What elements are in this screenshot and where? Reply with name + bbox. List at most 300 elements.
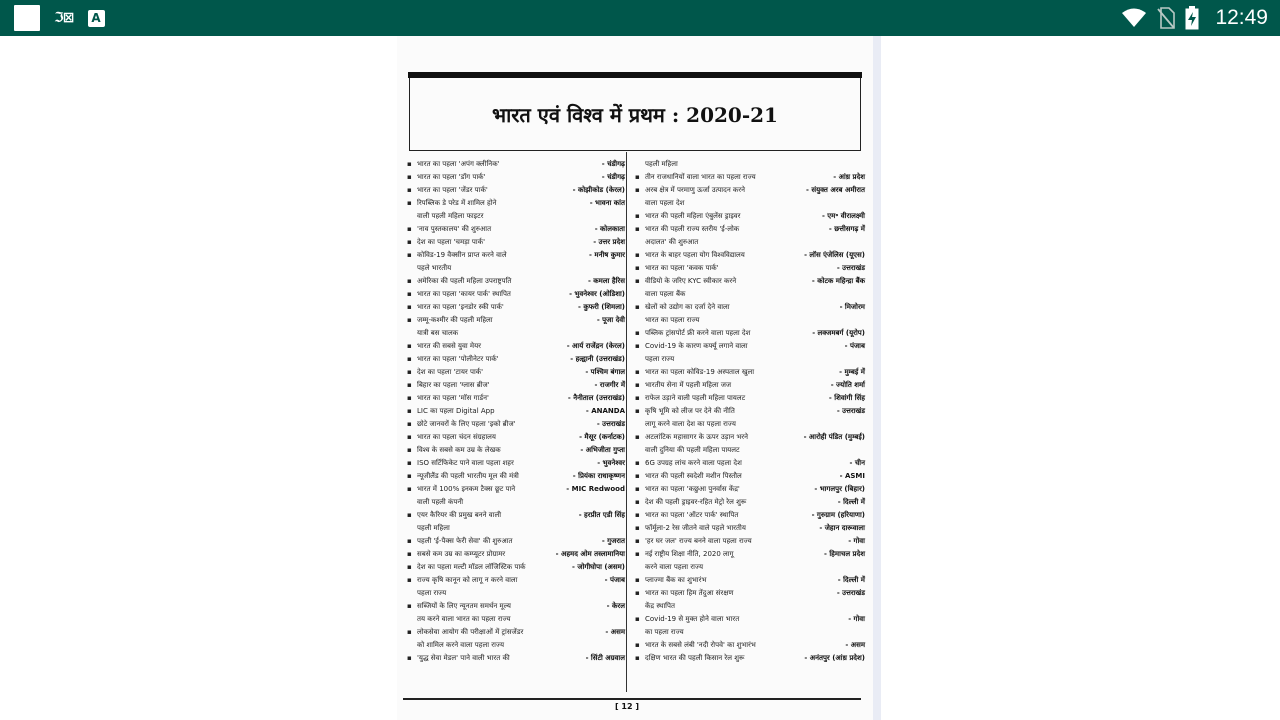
bullet: ▪ <box>407 472 412 480</box>
fact-question: पब्लिक ट्रांसपोर्ट फ्री करने वाला पहला देश <box>645 329 751 337</box>
list-item <box>635 262 865 275</box>
bullet: ▪ <box>407 199 412 207</box>
fact-question: लोकसेवा आयोग की परीक्षाओं में ट्रांसजेंडर <box>417 628 524 636</box>
fact-question: नई राष्ट्रीय शिक्षा नीति, 2020 लागू <box>645 550 734 558</box>
list-item <box>635 314 865 327</box>
bullet: ▪ <box>407 654 412 662</box>
bullet: ▪ <box>635 264 640 272</box>
status-time: 12:49 <box>1215 6 1268 29</box>
bullet: ▪ <box>635 511 640 519</box>
fact-question: यात्री बस चालक <box>417 329 459 337</box>
fact-question: वाली पहली कंपनी <box>417 498 464 506</box>
fact-question: भारत का पहला कोविड-19 अस्पताल खुला <box>645 368 755 376</box>
fact-question: वाला पहला देश <box>645 199 685 207</box>
bullet: ▪ <box>407 355 412 363</box>
fact-question: कृषि भूमि को लीज पर देने की नीति <box>645 407 735 415</box>
list-item <box>635 561 865 574</box>
list-item <box>407 210 625 223</box>
bullet: ▪ <box>407 303 412 311</box>
bullet: ▪ <box>407 316 412 324</box>
bullet: ▪ <box>407 251 412 259</box>
bullet <box>407 639 417 652</box>
fact-question: भारत का पहला राज्य <box>645 316 700 324</box>
fact-answer: - लॉस एंजेलिस (यूएस) <box>804 251 865 259</box>
status-right-icons <box>1121 0 1268 36</box>
status-left-icons <box>14 6 105 30</box>
list-item <box>407 457 625 470</box>
list-item <box>407 652 625 665</box>
bullet <box>407 613 417 626</box>
fact-answer: - कुफरी (शिमला) <box>578 303 625 311</box>
list-item <box>407 353 625 366</box>
bullet <box>635 600 645 613</box>
bullet: ▪ <box>635 251 640 259</box>
bullet <box>407 587 417 600</box>
bullet: ▪ <box>635 277 640 285</box>
list-item <box>407 483 625 496</box>
fact-question: भारत का पहला 'डॉग पार्क' <box>417 173 486 181</box>
fact-answer: - नैनीताल (उत्तराखंड) <box>567 394 625 402</box>
bullet: ▪ <box>635 641 640 649</box>
fact-answer: - संयुक्त अरब अमीरात <box>806 186 865 194</box>
bullet: ▪ <box>635 472 640 480</box>
bullet: ▪ <box>407 576 412 584</box>
fact-answer: - MIC Redwood <box>566 485 625 493</box>
right-column <box>635 158 865 665</box>
list-item <box>407 327 625 340</box>
fact-question: देश का पहला मल्टी मॉडल लॉजिस्टिक पार्क <box>417 563 526 571</box>
list-item <box>635 613 865 626</box>
list-item <box>635 392 865 405</box>
fact-answer: - भागलपुर (बिहार) <box>814 485 865 493</box>
fact-answer: - हिमाचल प्रदेश <box>824 550 865 558</box>
list-item <box>635 158 865 171</box>
status-bar <box>0 0 1280 36</box>
fact-question: भारत की पहली राज्य स्तरीय 'ई-लोक <box>645 225 740 233</box>
fact-answer: - भुवनेश्वर (ओडिशा) <box>569 290 625 298</box>
list-item <box>635 496 865 509</box>
list-item <box>635 184 865 197</box>
fact-question: भारत का पहला 'अपंग क्लीनिक' <box>417 160 500 168</box>
fact-answer: - जोगीघोपा (असम) <box>572 563 625 571</box>
bullet <box>635 197 645 210</box>
fact-answer: - आंध्र प्रदेश <box>833 173 865 181</box>
fact-answer: - आरोही पंडित (मुम्बई) <box>803 433 865 441</box>
list-item <box>407 587 625 600</box>
fact-question: तय करने वाला भारत का पहला राज्य <box>417 615 511 623</box>
fact-question: 6G उपग्रह लांच करने वाला पहला देश <box>645 459 742 467</box>
fact-answer: - कोटक महिन्द्रा बैंक <box>811 277 865 285</box>
fact-question: भारत का पहला हिम तेंदुआ संरक्षण <box>645 589 734 597</box>
fact-answer: - असम <box>845 641 865 649</box>
fact-answer: - हल्द्वानी (उत्तराखंड) <box>570 355 625 363</box>
fact-answer: - हरप्रीत एडी सिंह <box>578 511 625 519</box>
fact-question: भारत का पहला चंदन संग्रहालय <box>417 433 496 441</box>
list-item <box>635 171 865 184</box>
list-item <box>407 444 625 457</box>
fact-answer: - गोवा <box>848 615 865 623</box>
fact-answer: - मिजोरम <box>839 303 865 311</box>
list-item <box>635 431 865 444</box>
bullet: ▪ <box>635 615 640 623</box>
list-item <box>407 236 625 249</box>
fact-answer: - गुरुग्राम (हरियाणा) <box>811 511 865 519</box>
fact-question: भारत का पहला 'मॉस गार्डन' <box>417 394 489 402</box>
bullet: ▪ <box>635 173 640 181</box>
list-item <box>407 171 625 184</box>
list-item <box>635 652 865 665</box>
fact-answer: - कमला हैरिस <box>587 277 625 285</box>
list-item <box>407 522 625 535</box>
fact-answer: - मुम्बई में <box>839 368 865 376</box>
fact-answer: - सिंटी अग्रवाल <box>585 654 625 662</box>
bullet: ▪ <box>407 225 412 233</box>
fact-question: अदालत' की शुरुआत <box>645 238 699 246</box>
list-item <box>407 613 625 626</box>
fact-question: खेलों को उद्योग का दर्जा देने वाला <box>645 303 730 311</box>
list-item <box>407 158 625 171</box>
title-box <box>409 78 861 151</box>
fact-question: लागू करने वाला देश का पहला राज्य <box>645 420 736 428</box>
list-item <box>635 340 865 353</box>
list-item <box>635 275 865 288</box>
fact-answer: - उत्तराखंड <box>596 420 625 428</box>
bullet <box>407 262 417 275</box>
bullet: ▪ <box>635 368 640 376</box>
list-item <box>407 314 625 327</box>
fact-answer: - भुवनेश्वर <box>597 459 625 467</box>
square-icon <box>14 5 40 31</box>
bullet: ▪ <box>635 212 640 220</box>
fact-question: प्लाज्मा बैंक का शुभारंभ <box>645 576 707 584</box>
list-item <box>407 366 625 379</box>
list-item <box>407 600 625 613</box>
bullet: ▪ <box>407 602 412 610</box>
list-item <box>407 470 625 483</box>
fact-question: भारत की सबसे युवा मेयर <box>417 342 482 350</box>
fact-question: Covid-19 से मुक्त होने वाला भारत <box>645 615 740 623</box>
fact-question: भारत की पहली महिला एंबुलेंस ड्राइवर <box>645 212 741 220</box>
fact-question: ISO सर्टिफिकेट पाने वाला पहला शहर <box>417 459 514 467</box>
fact-question: केंद्र स्थापित <box>645 602 675 610</box>
fact-question: का पहला राज्य <box>645 628 684 636</box>
fact-answer: - दिल्ली में <box>837 498 865 506</box>
bullet: ▪ <box>407 381 412 389</box>
fact-question: पहली 'ई-पैक्स फेरी सेवा' की शुरुआत <box>417 537 513 545</box>
bullet: ▪ <box>635 225 640 233</box>
fact-question: न्यूजीलैंड की पहली भारतीय मूल की मंत्री <box>417 472 519 480</box>
list-item <box>407 535 625 548</box>
fact-answer: - मैसूर (कर्नाटक) <box>579 433 625 441</box>
list-item <box>407 184 625 197</box>
app-icon: A <box>88 10 105 27</box>
bullet: ▪ <box>407 368 412 376</box>
bullet: ▪ <box>407 537 412 545</box>
list-item <box>407 574 625 587</box>
fact-answer: - गुजरात <box>601 537 625 545</box>
fact-question: सब्जियों के लिए न्यूनतम समर्थन मूल्य <box>417 602 511 610</box>
list-item <box>407 639 625 652</box>
fact-question: कोविड-19 वैक्सीन प्राप्त करने वाले <box>417 251 507 259</box>
bullet: ▪ <box>407 628 412 636</box>
bullet <box>635 314 645 327</box>
bullet <box>635 444 645 457</box>
fact-answer: - उत्तर प्रदेश <box>593 238 625 246</box>
list-item <box>635 366 865 379</box>
fact-question: LIC का पहला Digital App <box>417 407 495 415</box>
fact-answer: - अनंतपुर (आंध्र प्रदेश) <box>804 654 865 662</box>
fact-answer: - उत्तराखंड <box>836 407 865 415</box>
bullet: ▪ <box>635 329 640 337</box>
bullet: ▪ <box>407 290 412 298</box>
fact-question: 'हर घर जल' राज्य बनने वाला पहला राज्य <box>645 537 752 545</box>
fact-question: 'युद्ध सेवा मेडल' पाने वाली भारत की <box>417 654 510 662</box>
fact-question: भारत का पहला 'इनडोर स्की पार्क' <box>417 303 504 311</box>
bullet: ▪ <box>407 420 412 428</box>
fact-question: वाली दुनिया की पहली महिला पायलट <box>645 446 740 454</box>
fact-question: वाली पहली महिला फाइटर <box>417 212 484 220</box>
list-item <box>635 444 865 457</box>
bullet: ▪ <box>407 186 412 194</box>
bullet: ▪ <box>407 550 412 558</box>
bullet <box>635 236 645 249</box>
bullet: ▪ <box>407 238 412 246</box>
bullet <box>407 327 417 340</box>
bullet <box>635 288 645 301</box>
list-item <box>635 353 865 366</box>
fact-question: अमेरिका की पहली महिला उपराष्ट्रपति <box>417 277 512 285</box>
bullet <box>407 522 417 535</box>
bullet: ▪ <box>635 186 640 194</box>
bullet: ▪ <box>635 394 640 402</box>
list-item <box>407 275 625 288</box>
fact-answer: - पंजाब <box>844 342 865 350</box>
fact-answer: - एम॰ वीरालक्ष्मी <box>821 212 865 220</box>
fact-question: देश का पहला 'टायर पार्क' <box>417 368 484 376</box>
fact-question: भारत का पहला 'जेंडर पार्क' <box>417 186 488 194</box>
fact-answer: - जेहान दारूवाला <box>819 524 865 532</box>
list-item <box>635 470 865 483</box>
bullet: ▪ <box>407 394 412 402</box>
list-item <box>635 600 865 613</box>
fact-answer: - राजगीर में <box>594 381 625 389</box>
fact-question: 'नाव पुस्तकालय' की शुरुआत <box>417 225 492 233</box>
fact-answer: - गोवा <box>848 537 865 545</box>
bullet: ▪ <box>407 485 412 493</box>
bullet: ▪ <box>635 459 640 467</box>
fact-question: भारत में 100% इनकम टैक्स छूट पाने <box>417 485 516 493</box>
bullet: ▪ <box>407 342 412 350</box>
list-item <box>407 561 625 574</box>
fact-answer: - ज्योति शर्मा <box>830 381 865 389</box>
bullet <box>635 158 645 171</box>
document-page[interactable] <box>397 36 881 720</box>
bullet: ▪ <box>635 433 640 441</box>
fact-question: देश की पहली ड्राइवर-रहित मेट्रो रेल शुरू <box>645 498 747 506</box>
fact-answer: - लक्जमबर्ग (यूरोप) <box>812 329 865 337</box>
list-item <box>635 587 865 600</box>
bullet <box>407 496 417 509</box>
fact-answer: - उत्तराखंड <box>836 264 865 272</box>
bullet <box>635 353 645 366</box>
bullet: ▪ <box>635 524 640 532</box>
list-item <box>635 236 865 249</box>
fact-answer: - भावना कांत <box>589 199 625 207</box>
list-item <box>635 626 865 639</box>
list-item <box>407 301 625 314</box>
fact-answer: - पूजा देवी <box>596 316 625 324</box>
column-divider <box>626 152 627 692</box>
fact-question: पहला राज्य <box>645 355 675 363</box>
fact-question: वीडियो के जरिए KYC स्वीकार करने <box>645 277 737 285</box>
list-item <box>407 405 625 418</box>
fact-question: एयर कैरियर की प्रमुख बनने वाली <box>417 511 502 519</box>
bullet: ▪ <box>635 537 640 545</box>
bullet: ▪ <box>635 342 640 350</box>
fact-question: भारतीय सेना में पहली महिला जज <box>645 381 732 389</box>
list-item <box>635 301 865 314</box>
fact-question: रिपब्लिक डे परेड में शामिल होने <box>417 199 497 207</box>
list-item <box>635 210 865 223</box>
fact-question: अरब क्षेत्र में परमाणु ऊर्जा उत्पादन करने <box>645 186 746 194</box>
list-item <box>635 379 865 392</box>
fact-question: Covid-19 के कारण कर्फ्यू लगाने वाला <box>645 342 748 350</box>
fact-question: को शामिल करने वाला पहला राज्य <box>417 641 505 649</box>
fact-answer: - दिल्ली में <box>837 576 865 584</box>
list-item <box>407 340 625 353</box>
fact-answer: - चंडीगढ़ <box>601 173 625 181</box>
bullet: ▪ <box>635 498 640 506</box>
fact-question: भारत का पहला 'कायर पार्क' स्थापित <box>417 290 511 298</box>
bullet: ▪ <box>407 277 412 285</box>
fact-question: पहले भारतीय <box>417 264 452 272</box>
list-item <box>407 288 625 301</box>
no-sim-icon <box>1157 7 1175 29</box>
bullet <box>635 418 645 431</box>
fact-answer: - ASMI <box>839 472 865 480</box>
bullet: ▪ <box>635 654 640 662</box>
bullet: ▪ <box>407 563 412 571</box>
fact-answer: - आर्य राजेंद्रन (केरल) <box>566 342 625 350</box>
fact-question: सबसे कम उम्र का कम्प्यूटर प्रोग्रामर <box>417 550 506 558</box>
list-item <box>407 379 625 392</box>
bullet: ▪ <box>407 160 412 168</box>
fact-question: तीन राजधानियों वाला भारत का पहला राज्य <box>645 173 756 181</box>
page-edge <box>873 36 881 720</box>
fact-question: करने वाला पहला राज्य <box>645 563 704 571</box>
list-item <box>635 483 865 496</box>
fact-question: पहली महिला <box>645 160 678 168</box>
bullet: ▪ <box>635 485 640 493</box>
bullet: ▪ <box>407 433 412 441</box>
list-item <box>635 197 865 210</box>
list-item <box>407 197 625 210</box>
bullet: ▪ <box>635 407 640 415</box>
fact-answer: - अभिजीता गुप्ता <box>580 446 625 454</box>
fact-question: फॉर्मूला-2 रेस जीतने वाले पहले भारतीय <box>645 524 746 532</box>
list-item <box>635 457 865 470</box>
fact-question: भारत का पहला 'कवक पार्क' <box>645 264 719 272</box>
fact-question: राज्य कृषि कानून को लागू न करने वाला <box>417 576 518 584</box>
list-item <box>407 223 625 236</box>
list-item <box>635 548 865 561</box>
list-item <box>407 418 625 431</box>
fact-answer: - पश्चिम बंगाल <box>585 368 625 376</box>
bullet: ▪ <box>407 173 412 181</box>
fact-answer: - ANANDA <box>585 407 625 415</box>
fact-question: राफेल उड़ाने वाली पहली महिला पायलट <box>645 394 746 402</box>
fact-answer: - पंजाब <box>604 576 625 584</box>
list-item <box>635 509 865 522</box>
fact-answer: - शिवांगी सिंह <box>828 394 865 402</box>
bullet: ▪ <box>407 511 412 519</box>
fact-answer: - असम <box>605 628 625 636</box>
bullet: ▪ <box>635 381 640 389</box>
list-item <box>635 574 865 587</box>
list-item <box>407 262 625 275</box>
fact-answer: - चीन <box>849 459 865 467</box>
left-column <box>407 158 625 665</box>
fact-answer: - प्रियंका राधाकृष्णन <box>572 472 625 480</box>
list-item <box>635 522 865 535</box>
list-item <box>407 548 625 561</box>
fact-question: भारत की पहली स्वदेशी मशीन पिस्तौल <box>645 472 742 480</box>
list-item <box>635 418 865 431</box>
fact-question: भारत का पहला 'कछुआ पुनर्वास केंद्र' <box>645 485 740 493</box>
bullet: ▪ <box>635 550 640 558</box>
fact-answer: - मनीष कुमार <box>589 251 625 259</box>
fact-answer: - कोझीकोड (केरल) <box>572 186 625 194</box>
fact-answer: - छत्तीसगढ़ में <box>828 225 865 233</box>
fact-question: बिहार का पहला 'ग्लास ब्रीज' <box>417 381 490 389</box>
fact-question: पहला राज्य <box>417 589 447 597</box>
fact-question: वाला पहला बैंक <box>645 290 686 298</box>
fact-question: विश्व के सबसे कम उम्र के लेखक <box>417 446 501 454</box>
bullet <box>635 561 645 574</box>
bullet: ▪ <box>407 459 412 467</box>
list-item <box>407 626 625 639</box>
bullet: ▪ <box>635 303 640 311</box>
list-item <box>635 405 865 418</box>
fact-question: जम्मू-कश्मीर की पहली महिला <box>417 316 493 324</box>
fact-answer: - अहमद ओम तस्लामानिया <box>555 550 625 558</box>
fact-question: भारत का पहला 'ऑटर पार्क' स्थापित <box>645 511 739 519</box>
list-item <box>407 392 625 405</box>
list-item <box>407 249 625 262</box>
list-item <box>407 431 625 444</box>
bullet: ▪ <box>407 407 412 415</box>
fact-question: भारत के बाहर पहला योग विश्वविद्यालय <box>645 251 745 259</box>
list-item <box>407 509 625 522</box>
list-item <box>407 496 625 509</box>
fact-question: छोटे जानवरों के लिए पहला 'इको ब्रीज' <box>417 420 516 428</box>
list-item <box>635 288 865 301</box>
fact-question: भारत का पहला 'पोलीनेटर पार्क' <box>417 355 499 363</box>
bullet: ▪ <box>635 589 640 597</box>
fact-question: देश का पहला 'चमड़ा पार्क' <box>417 238 486 246</box>
network-icon: ℑ⊠ <box>54 10 74 26</box>
bullet <box>635 626 645 639</box>
list-item <box>635 223 865 236</box>
page-title: भारत एवं विश्व में प्रथम : 2020-21 <box>492 102 778 127</box>
list-item <box>635 249 865 262</box>
fact-question: भारत के सबसे लंबी 'नदी रोपवे' का शुभारंभ <box>645 641 756 649</box>
battery-charging-icon <box>1185 6 1199 30</box>
bullet: ▪ <box>407 446 412 454</box>
list-item <box>635 327 865 340</box>
fact-question: दक्षिण भारत की पहली किसान रेल शुरू <box>645 654 745 662</box>
fact-answer: - चंडीगढ़ <box>601 160 625 168</box>
